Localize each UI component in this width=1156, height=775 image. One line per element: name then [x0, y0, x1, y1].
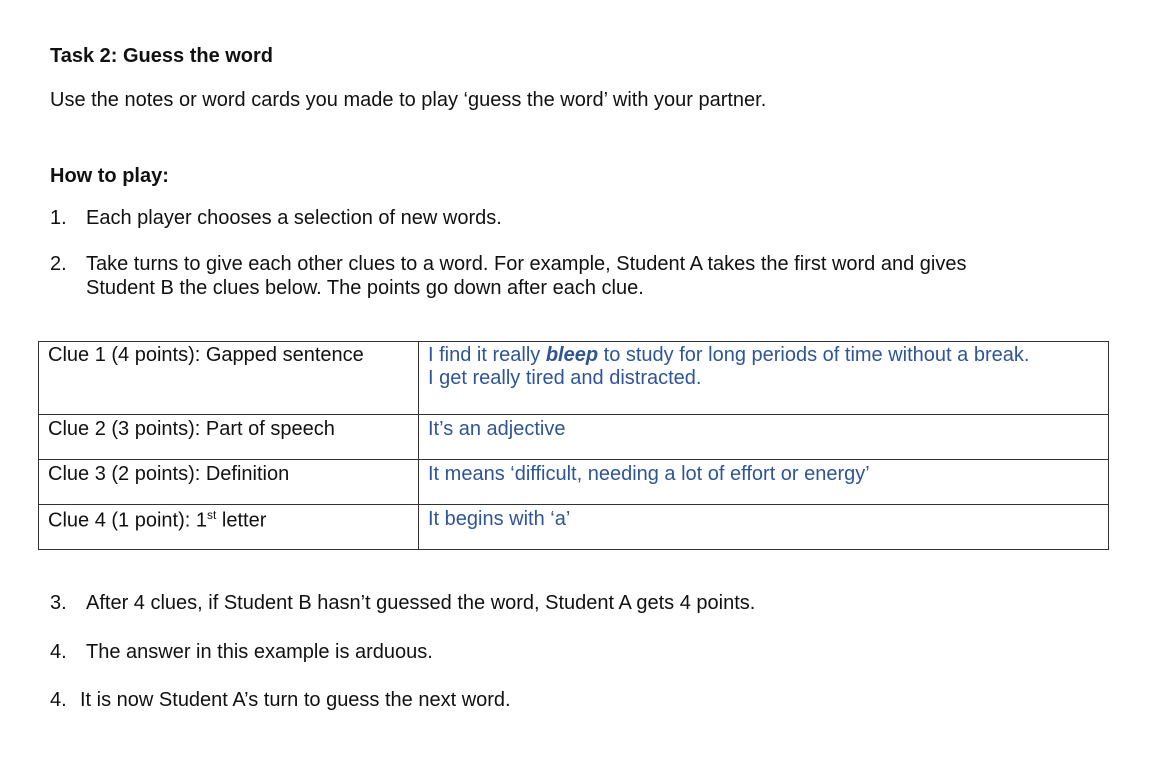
- step-text: The answer in this example is arduous.: [86, 641, 433, 663]
- clue-value: [419, 342, 1109, 415]
- clue-label: Clue 3 (2 points): Definition: [39, 460, 419, 505]
- step-number: 1.: [50, 207, 67, 229]
- step-2: [50, 253, 966, 276]
- step-text: Each player chooses a selection of new words.: [86, 207, 502, 229]
- step-4-next-turn: [50, 689, 511, 712]
- how-to-play-heading: How to play:: [50, 165, 169, 187]
- step-3: [50, 592, 755, 615]
- clue-label: [39, 505, 419, 550]
- ordinal-suffix: st: [206, 508, 217, 522]
- clue-label: Clue 1 (4 points): Gapped sentence: [39, 342, 419, 415]
- intro-text: Use the notes or word cards you made to play ‘guess the word’ with your partner.: [50, 89, 767, 111]
- clue-label-text: Clue 4 (1 point): 1: [48, 509, 207, 532]
- step-2-continued: Student B the clues below. The points go down after each clue.: [86, 277, 644, 299]
- table-row: [39, 460, 1109, 505]
- table-row: [39, 342, 1109, 415]
- clue-value-text: to study for long periods of time without a break.: [598, 344, 1030, 366]
- step-text: After 4 clues, if Student B hasn’t guessed the word, Student A gets 4 points.: [86, 592, 756, 614]
- clue-table: [38, 341, 1109, 550]
- step-number: 3.: [50, 592, 67, 614]
- table-row: [39, 415, 1109, 460]
- step-number: 2.: [50, 253, 67, 275]
- step-4-answer: [50, 641, 433, 664]
- step-text: It is now Student A’s turn to guess the next word.: [80, 689, 511, 711]
- step-1: [50, 207, 502, 230]
- clue-value-text: I find it really: [428, 344, 546, 366]
- clue-value-line2: I get really tired and distracted.: [428, 367, 702, 389]
- step-text-line1: Take turns to give each other clues to a word. For example, Student A takes the first word and gives: [86, 253, 967, 275]
- clue-value: It means ‘difficult, needing a lot of effort or energy’: [419, 460, 1109, 505]
- clue-value: It’s an adjective: [419, 415, 1109, 460]
- clue-label: Clue 2 (3 points): Part of speech: [39, 415, 419, 460]
- clue-label-text: letter: [216, 509, 267, 532]
- table-row: [39, 505, 1109, 550]
- step-number: 4.: [50, 689, 67, 711]
- clue-value: It begins with ‘a’: [419, 505, 1109, 550]
- gap-keyword: bleep: [545, 344, 599, 366]
- task-title: Task 2: Guess the word: [50, 45, 274, 67]
- step-number: 4.: [50, 641, 67, 663]
